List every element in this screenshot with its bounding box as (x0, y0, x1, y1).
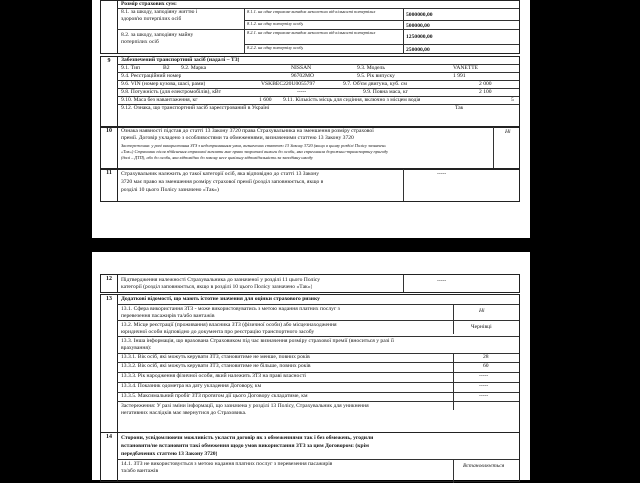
section-12-confirmation (100, 274, 520, 293)
label-13-3-4: 13.3.4. Показник одометра на дату укладення Договору, км (121, 383, 262, 389)
label-9-5: 9.5. Рік випуску (357, 73, 395, 79)
label-9-4: 9.4. Реєстраційний номер (121, 73, 182, 79)
label-8-2: 8.2. за шкоду, заподіяну майну (121, 32, 194, 38)
label-8-1-2: 8.1.2. на одну потерпілу особу (247, 21, 304, 26)
label-13-1-cont: перевезення пасажирів та/або вантажів (121, 313, 215, 319)
value-13-1: Ні (479, 308, 485, 314)
value-14-1: Встановлюється (463, 463, 505, 469)
label-9-11: 9.11. Кількість місць для сидіння, включно з місцем водія (283, 97, 421, 103)
label-14-1: 14.1. ЗТЗ не використовується з метою надання платних послуг з перевезення пасажирів (121, 461, 333, 467)
section-number: 11 (101, 169, 118, 201)
text-10-line2: премії. Договір укладено з особливостями та обмеженнями, визначеними статтею 13 Закону 3720 (121, 135, 354, 141)
label-8-2-1: 8.2.1. на одне страхове випадок незалежно від кількості потерпілих (247, 30, 376, 35)
value-13-3-2: 60 (483, 363, 489, 369)
value-13-3-3: ----- (479, 373, 489, 379)
value-9-6: VSKBEC220U0055797 (261, 81, 316, 87)
label-8-2-2: 8.2.2. на одну потерпілу особу (247, 45, 304, 50)
value-9-5: 1 991 (453, 73, 466, 79)
label-9-3: 9.3. Модель (357, 65, 385, 71)
label-9-7: 9.7. Об'єм двигуна, куб. см (343, 81, 407, 87)
section-14-restrictions (100, 432, 520, 482)
value-9-1: B2 (163, 65, 170, 71)
document-page-2 (92, 252, 530, 480)
label-8-1: 8.1. за шкоду, заподіяну життю і (121, 9, 198, 15)
value-9-11: 5 (511, 97, 514, 103)
value-9-3: VANETTE (453, 65, 479, 71)
section-number: 13 (101, 295, 118, 432)
value-11: ----- (437, 171, 447, 177)
value-8-1-1: 5000000,00 (406, 12, 433, 18)
text-14-line2: встановити/не встановити такі обмеження щодо умов використання ЗТЗ за цим Договором: (крім (121, 443, 369, 449)
section-title: Додаткові відомості, що мають істотне значення для оцінки страхового ризику (121, 296, 320, 302)
label-13-2-cont: юридичної особи відповідно до документа про реєстрацію транспортного засобу (121, 329, 315, 335)
text-11-line1: Страхувальник належить до такої категорії осіб, яка відповідно до статті 13 Закону (121, 171, 320, 177)
section-number: 9 (101, 57, 118, 127)
label-13-3-cont: врахування): (121, 345, 152, 351)
label-13-3-3: 13.3.3. Рік народження фізичної особи, який належить ЗТЗ на праві власності (121, 373, 306, 379)
value-13-3-4: ----- (479, 383, 489, 389)
note-10-line2: «Так») Страховик після здійснення страхової виплати має право зворотної вимоги до особи, яка спричинила дорожньо-транспортну пригоду (121, 149, 389, 154)
value-13-2: Чернівці (471, 324, 492, 330)
section-number: 10 (101, 127, 118, 169)
label-9-1: 9.1. Тип (121, 65, 141, 71)
label-14-1-cont: та/або вантажів (121, 468, 159, 474)
label-8-1-1: 8.1.1. на одне страхове випадок незалежно від кількості потерпілих (247, 9, 376, 14)
label-9-12: 9.12. Ознака, що транспортний засіб зареєстрований в Україні (121, 105, 270, 111)
label-9-9: 9.9. Повна маса, кг (363, 89, 408, 95)
section-title: Забезпечений транспортний засіб (надалі – ТЗ) (121, 57, 240, 63)
value-13-3-5: ----- (479, 393, 489, 399)
text-12-line2: категорії (розділ заповнюється, якщо в розділі 10 цього Полісу зазначено «Так») (121, 284, 313, 290)
label-13-2: 13.2. Місце реєстрації (проживання) власника ЗТЗ (фізичної особи) або місцезнаходження (121, 322, 337, 328)
text-10-line1: Ознака наявності підстав до статті 13 Закону 3720 права Страхувальника на зменшення розміру страхової (121, 128, 374, 134)
section-11-category (100, 168, 520, 202)
label-13-3-2: 13.3.2. Вік осіб, які можуть керувати ЗТЗ, становитиме не більше, повних років (121, 363, 311, 369)
label-8-2-cont: потерпілих осіб (121, 39, 159, 45)
value-12: ----- (437, 278, 447, 284)
value-9-7: 2 000 (479, 81, 492, 87)
value-9-12: Так (455, 105, 464, 111)
label-13-3-5: 13.3.5. Максимальний пробіг ЗТЗ протягом дії цього Договору складатиме, км (121, 393, 308, 399)
label-13-3: 13.3. Інша інформація, що врахована Страховиком під час визначення розміру страхової премії (вноситься у разі її (121, 338, 394, 344)
note-10-line1: Застереження: у разі використання ЗТЗ з недотриманням умов, визначених статтею 13 Закону 3720 (якщо в цьому розділі Полісу зазначено (121, 143, 387, 148)
section-13-additional-info (100, 294, 520, 433)
document-page-1 (92, 0, 530, 238)
value-9-2: NISSAN (291, 65, 312, 71)
text-11-line2: 3720 має право на зменшення розміру страхової премії (розділ заповнюється, якщо в (121, 179, 324, 185)
label-9-6: 9.6. VIN (номер кузова, шасі, рами) (121, 81, 206, 87)
label-8-1-cont: здоров'ю потерпілих осіб (121, 16, 182, 22)
section-number (101, 1, 118, 53)
section-10-discount-basis (100, 126, 520, 170)
label-13-1: 13.1. Сфера використання ЗТЗ - може використовуватись з метою надання платних послуг з (121, 306, 340, 312)
value-9-9: 2 100 (479, 89, 492, 95)
value-9-8: ----- (297, 89, 307, 95)
label-9-2: 9.2. Марка (181, 65, 207, 71)
value-10: Ні (505, 129, 511, 135)
text-14-line1: Сторони, усвідомлюючи можливість укласти договір як з обмеженнями так і без обмежень, угодили (121, 435, 374, 441)
section-title: Розмір страхових сум: (121, 1, 177, 7)
note-13-line2: негативних наслідків має звернутися до Страховика. (121, 410, 247, 416)
section-number: 12 (101, 275, 118, 292)
text-12-line1: Підтвердження належності Страхувальника до зазначеної у розділі 11 цього Полісу (121, 277, 321, 283)
note-10-line3: (далі – ДТП), або до особи, яка відповідно до закону несе цивільну відповідальність за заподіяну шкоду (121, 155, 313, 160)
value-8-2-1: 1250000,00 (406, 34, 433, 40)
section-number: 14 (101, 433, 118, 481)
section-8-sum-insured (100, 0, 520, 54)
value-9-4: 96702МО (291, 73, 314, 79)
text-11-line3: розділі 10 цього Полісу зазначено «Так») (121, 187, 219, 193)
section-9-vehicle (100, 56, 520, 128)
value-8-1-2: 500000,00 (406, 23, 430, 29)
text-14-line3: передбачених статтею 13 Закону 3720) (121, 451, 218, 457)
value-8-2-2: 250000,00 (406, 47, 430, 53)
value-13-3-1: 28 (483, 354, 489, 360)
label-9-8: 9.8. Потужність (для електромобілів), кВт (121, 89, 222, 95)
note-13-line1: Застереження: У разі зміни інформації, що зазначена у розділі 13 Полісу, Страхувальник для уникнення (121, 403, 369, 409)
label-13-3-1: 13.3.1. Вік осіб, які можуть керувати ЗТЗ, становитиме не менше, повних років (121, 354, 310, 360)
value-9-10: 1 600 (259, 97, 272, 103)
label-9-10: 9.10. Маса без навантаження, кг (121, 97, 198, 103)
